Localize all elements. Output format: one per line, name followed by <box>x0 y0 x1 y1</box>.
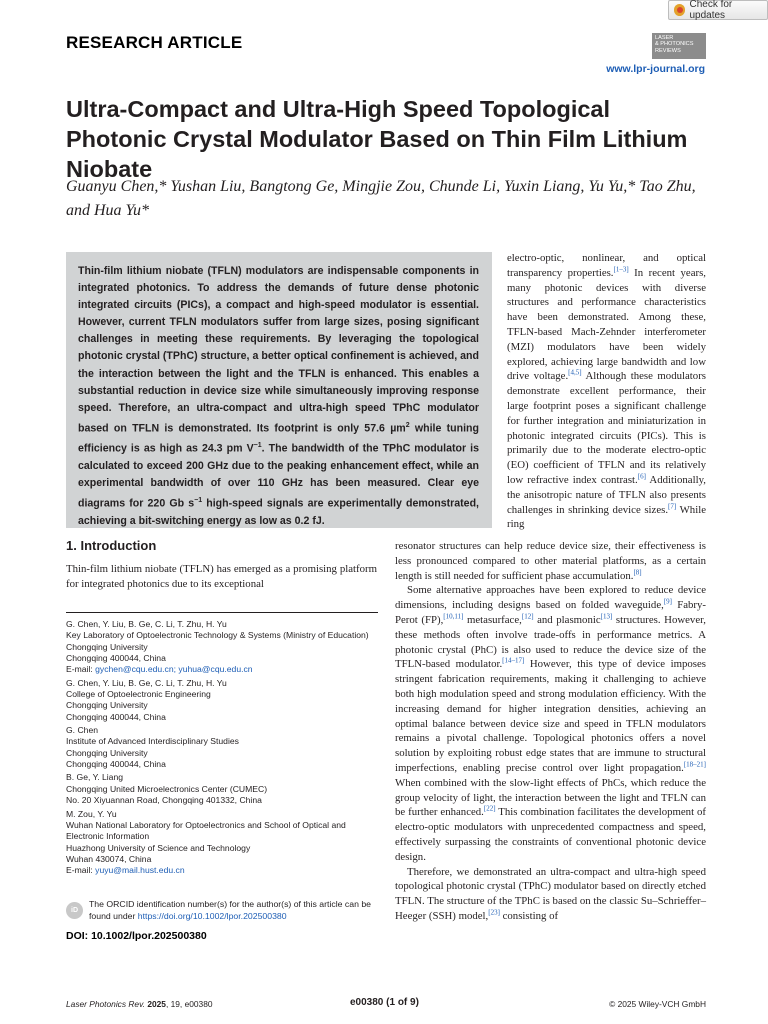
abstract-text: high-speed signals are experimentally demonstrated, achieving a bit-switching energy as low as 0.2 fJ. <box>78 497 479 527</box>
affiliation-line: Chongqing 400044, China <box>66 653 166 664</box>
citation-link[interactable]: [13] <box>600 612 613 621</box>
affiliation-line: Chongqing University <box>66 747 148 758</box>
affiliation-block <box>66 772 378 806</box>
journal-logo-line: LASER <box>655 35 674 41</box>
footer-page-number: e00380 (1 of 9) <box>350 997 419 1008</box>
crossmark-icon <box>674 4 685 16</box>
citation-link[interactable]: [4,5] <box>568 368 582 377</box>
footer-volume: , 19, e00380 <box>165 999 213 1009</box>
superscript: −1 <box>194 497 203 505</box>
affiliation-line: G. Chen <box>66 725 99 736</box>
citation-link[interactable]: [18–21] <box>683 760 706 769</box>
text: Fabry-Perot (FP), <box>395 599 707 626</box>
journal-logo-line: REVIEWS <box>655 47 681 54</box>
affiliation-block <box>66 678 378 723</box>
orcid-icon: iD <box>66 902 83 919</box>
abstract-text: Thin-film lithium niobate (TFLN) modulators are indispensable components in integrated photonics. To address the demands of future dense photonic integrated circuits (PICs), a compact and high-speed modulator is essential. However, current TFLN modulators suffer from large sizes, posing significant challenges in meeting these requirements. By leveraging the topological photonic crystal (TPhC) structure, a better optical confinement is achieved, and the interaction between the light and the TFLN is enhanced. This enables a substantial reduction in device size while simultaneously improving response speed. Therefore, an ultra-compact and ultra-high speed TPhC modulator based on TFLN is demonstrated. Its footprint is only 57.6 µm <box>78 265 479 435</box>
affiliation-line: M. Zou, Y. Yu <box>66 808 117 819</box>
text: resonator structures can help reduce device size, their effectiveness is less pronounced compared to other material platforms, as a certain length is still needed for sufficient phase accumulation. <box>395 540 706 582</box>
check-for-updates-button[interactable] <box>668 0 768 20</box>
affiliation-line: College of Optoelectronic Engineering <box>66 689 211 700</box>
doi-label: DOI: 10.1002/lpor.202500380 <box>66 930 207 942</box>
affiliation-line: Chongqing 400044, China <box>66 759 166 770</box>
affiliation-line: Institute of Advanced Interdisciplinary Studies <box>66 736 239 747</box>
email-line <box>66 865 378 876</box>
text: electro-optic, nonlinear, and optical transparency properties. <box>507 252 706 279</box>
orcid-note <box>66 899 378 922</box>
citation-link[interactable]: [7] <box>668 501 677 510</box>
right-column-top <box>507 251 706 532</box>
affiliation-line: Chongqing University <box>66 641 148 652</box>
superscript: −1 <box>253 442 262 450</box>
article-type-label: RESEARCH ARTICLE <box>66 33 243 52</box>
email-link[interactable]: gychen@cqu.edu.cn; yuhua@cqu.edu.cn <box>95 664 253 675</box>
citation-link[interactable]: [14–17] <box>502 656 525 665</box>
affiliation-line: G. Chen, Y. Liu, B. Ge, C. Li, T. Zhu, H. Yu <box>66 677 227 688</box>
affiliations-footnote <box>66 612 378 879</box>
citation-link[interactable]: [9] <box>663 597 672 606</box>
paragraph <box>395 865 706 924</box>
affiliation-line: Chongqing University <box>66 700 148 711</box>
affiliation-line: Chongqing 400044, China <box>66 711 166 722</box>
paragraph: Thin-film lithium niobate (TFLN) has emerged as a promising platform for integrated photonics due to its exceptional <box>66 563 377 590</box>
text: While ring <box>507 503 706 531</box>
right-column-main <box>395 539 706 924</box>
affiliation-block <box>66 809 378 877</box>
text: In recent years, many photonic devices with diverse structures and performance characteristics have been demonstrated. Among these, TFLN-based Mach-Zehnder interferometer (MZI) modulators have been widely explored, achieving large bandwidth and low drive voltage. <box>507 266 706 383</box>
text: metasurface, <box>463 613 522 626</box>
affiliation-block <box>66 619 378 676</box>
text: Additionally, the anisotropic nature of TFLN also presents challenges in shrinking device sizes. <box>507 473 706 516</box>
superscript: 2 <box>405 421 410 429</box>
check-for-updates-label: Check for updates <box>689 0 733 21</box>
text: The ORCID identification number(s) for the author(s) of this article can be found under <box>89 899 371 921</box>
orcid-text <box>89 899 378 922</box>
text: Although these modulators demonstrate excellent performance, their large footprint poses a significant challenge for further integration and miniaturization in photonic integrated circuits (PICs). This is primarily due to the moderate electro-optic (EO) coefficient of TFLN and its relatively low refractive index contrast. <box>507 370 706 486</box>
intro-left-paragraph <box>66 562 377 592</box>
affiliation-line: Wuhan 430074, China <box>66 853 152 864</box>
affiliation-line: Key Laboratory of Optoelectronic Technology & Systems (Ministry of Education) <box>66 630 369 641</box>
email-prefix: E-mail: <box>66 865 96 876</box>
citation-link[interactable]: [12] <box>521 612 534 621</box>
affiliation-line: Chongqing United Microelectronics Center (CUMEC) <box>66 783 268 794</box>
abstract-text: while tuning efficiency is as high as 24.3 pm V <box>78 422 479 455</box>
paragraph <box>395 583 706 864</box>
footer-citation <box>66 999 213 1009</box>
citation-link[interactable]: [10,11] <box>443 612 464 621</box>
affiliation-line: G. Chen, Y. Liu, B. Ge, C. Li, T. Zhu, H. Yu <box>66 619 227 629</box>
text: This combination facilitates the development of electro-optic modulators with unprecedented compactness and speed, effectively surpassing the constraints of conventional photonic device design. <box>395 806 706 863</box>
text: and plasmonic <box>533 613 601 626</box>
affiliation-line: B. Ge, Y. Liang <box>66 772 124 783</box>
abstract-text: . The bandwidth of the TPhC modulator is calculated to exceed 200 GHz due to the peaking enhancement effect, while an experimental bandwidth of over 110 GHz has been measured. Clear eye diagrams for 220 Gb s <box>78 443 479 510</box>
email-link[interactable]: yuyu@mail.hust.edu.cn <box>95 865 185 876</box>
email-line <box>66 664 378 675</box>
affiliation-line: Huazhong University of Science and Technology <box>66 842 251 853</box>
footer-copyright: © 2025 Wiley-VCH GmbH <box>609 999 706 1009</box>
journal-logo-line: & PHOTONICS <box>655 41 694 48</box>
paragraph <box>507 251 706 532</box>
citation-link[interactable]: [22] <box>483 804 496 813</box>
affiliation-line: Wuhan National Laboratory for Optoelectronics and School of Optical and Electronic Information <box>66 819 346 842</box>
paragraph <box>395 539 706 583</box>
citation-link[interactable]: [23] <box>488 908 500 917</box>
text: consisting of <box>499 909 559 922</box>
text: structures. However, these methods often involve trade-offs in performance metrics. A photonic crystal (PhC) is also used to reduce the device size of the TFLN-based modulator. <box>395 613 706 671</box>
orcid-doi-link[interactable]: https://doi.org/10.1002/lpor.202500380 <box>137 910 287 921</box>
section-heading-introduction: 1. Introduction <box>66 538 157 553</box>
text: When combined with the slow-light effects of PhCs, which reduce the group velocity of light, the interaction between the light and TFLN can be further enhanced. <box>395 776 706 819</box>
affiliation-block <box>66 725 378 770</box>
text: However, this type of device imposes stringent fabrication requirements, making it challenging to achieve both high modulation speed and strong modulation efficiency. With the increasing demand for higher integration densities, achieving an optimal balance between device size and speed in TFLN modulators remains a pivotal challenge. Topological photonics offers a novel solution by exploiting robust edge states that are immune to structural imperfections, enabling precise control over light propagation. <box>395 658 706 774</box>
text: Therefore, we demonstrated an ultra-compact and ultra-high speed topological photonic crystal (TPhC) modulator based on directly etched TFLN. The structure of the TPhC is based on the classic Su–Schrieffer–Heeger (SSH) model, <box>395 865 706 922</box>
journal-url-link[interactable]: www.lpr-journal.org <box>606 63 705 75</box>
email-prefix: E-mail: <box>66 664 96 675</box>
citation-link[interactable]: [1–3] <box>613 265 629 274</box>
abstract-box <box>66 252 492 528</box>
journal-logo <box>652 33 706 59</box>
author-list: Guanyu Chen,* Yushan Liu, Bangtong Ge, Mingjie Zou, Chunde Li, Yuxin Liang, Yu Yu,* Tao Zhu, and Hua Yu* <box>66 178 696 219</box>
affiliation-line: No. 20 Xiyuannan Road, Chongqing 401332, China <box>66 795 262 806</box>
footer-year: 2025 <box>147 999 166 1009</box>
footer-journal-name: Laser Photonics Rev. <box>66 999 145 1009</box>
text: Some alternative approaches have been explored to reduce device dimensions, including designs based on folded waveguide, <box>395 584 706 612</box>
article-title: Ultra-Compact and Ultra-High Speed Topological Photonic Crystal Modulator Based on Thin Film Lithium Niobate <box>66 96 688 182</box>
citation-link[interactable]: [8] <box>633 568 642 576</box>
citation-link[interactable]: [6] <box>637 472 646 481</box>
